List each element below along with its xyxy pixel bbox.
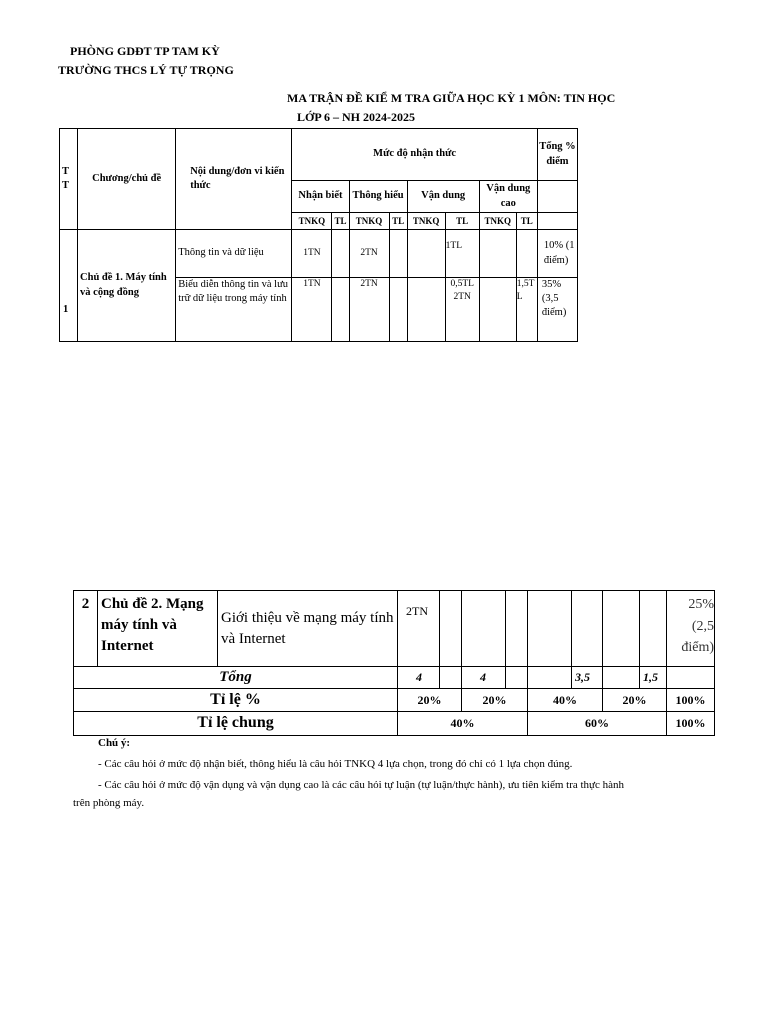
sub-total-empty bbox=[537, 213, 577, 230]
total-points: (2,5 điểm) bbox=[681, 618, 714, 656]
row-chapter: Chủ đề 2. Mạng máy tính và Internet bbox=[98, 591, 218, 667]
header-nhan-biet: Nhận biết bbox=[292, 181, 349, 213]
sub-tl: TL bbox=[445, 213, 479, 230]
school-name: TRƯỜNG THCS LÝ TỰ TRỌNG bbox=[58, 63, 234, 77]
cell-empty bbox=[462, 591, 506, 667]
general-vd-vdc: 60% bbox=[528, 712, 667, 735]
ratio-nb: 20% bbox=[398, 689, 462, 712]
header-content: Nội dung/đơn vi kiến thức bbox=[176, 129, 292, 230]
header-van-dung: Vận dung bbox=[407, 181, 479, 213]
cell-empty bbox=[516, 230, 537, 278]
ratio-label: Tỉ lệ % bbox=[74, 689, 398, 712]
total-vd: 3,5 bbox=[572, 667, 603, 689]
cell-total: 10% (1 điểm) bbox=[537, 230, 577, 278]
cell-nb-tnkq: 2TN bbox=[398, 591, 440, 667]
cell-empty bbox=[440, 667, 462, 689]
cell-empty bbox=[506, 591, 528, 667]
header-level: Mức độ nhận thức bbox=[292, 129, 537, 181]
notes-line-2: - Các câu hỏi ở mức độ vận dụng và vận dụng cao là các câu hỏi tự luận (tự luận/thực hành), ưu tiên kiểm tra thực hành bbox=[98, 779, 625, 791]
header-thong-hieu: Thông hiểu bbox=[349, 181, 407, 213]
header-chapter: Chương/chủ đề bbox=[78, 129, 176, 230]
document-subtitle: LỚP 6 – NH 2024-2025 bbox=[297, 110, 416, 124]
ratio-total: 100% bbox=[667, 689, 715, 712]
cell-total: 35% (3,5 điểm) bbox=[537, 278, 577, 342]
sub-tl: TL bbox=[332, 213, 349, 230]
sub-tl: TL bbox=[516, 213, 537, 230]
cell-empty bbox=[389, 230, 407, 278]
matrix-table-part2 bbox=[73, 590, 715, 736]
row-tt: 2 bbox=[74, 591, 98, 667]
sub-tnkq: TNKQ bbox=[349, 213, 389, 230]
sub-tnkq: TNKQ bbox=[407, 213, 445, 230]
total-vdc: 1,5 bbox=[640, 667, 667, 689]
cell-empty bbox=[479, 278, 516, 342]
cell-th-tnkq: 2TN bbox=[349, 230, 389, 278]
sub-tnkq: TNKQ bbox=[292, 213, 332, 230]
cell-empty bbox=[407, 278, 445, 342]
header-total-empty bbox=[537, 181, 577, 213]
row-content: Biểu diễn thông tin và lưu trữ dữ liệu trong máy tính bbox=[176, 278, 292, 342]
header-tt: T T bbox=[60, 129, 78, 230]
cell-vd-tl: 0,5TL 2TN bbox=[445, 278, 479, 342]
header-van-dung-cao: Vận dung cao bbox=[479, 181, 537, 213]
cell-th-tnkq: 2TN bbox=[349, 278, 389, 342]
cell-empty bbox=[667, 667, 715, 689]
row-content: Thông tin và dữ liệu bbox=[176, 230, 292, 278]
cell-empty bbox=[440, 591, 462, 667]
cell-vd-tl: 1TL bbox=[445, 230, 479, 278]
cell-empty bbox=[572, 591, 603, 667]
cell-empty bbox=[479, 230, 516, 278]
office-name: PHÒNG GDĐT TP TAM KỲ bbox=[70, 44, 220, 58]
total-label: Tổng bbox=[74, 667, 398, 689]
general-nb-th: 40% bbox=[398, 712, 528, 735]
row-chapter: Chủ đề 1. Máy tính và cộng đồng bbox=[78, 230, 176, 342]
cell-empty bbox=[332, 278, 349, 342]
cell-nb-tnkq: 1TN bbox=[292, 230, 332, 278]
general-total: 100% bbox=[667, 712, 715, 735]
cell-empty bbox=[407, 230, 445, 278]
ratio-vdc: 20% bbox=[603, 689, 667, 712]
cell-nb-tnkq: 1TN bbox=[292, 278, 332, 342]
notes-line-3: trên phòng máy. bbox=[73, 797, 145, 809]
cell-empty bbox=[332, 230, 349, 278]
total-nb: 4 bbox=[398, 667, 440, 689]
cell-empty bbox=[506, 667, 528, 689]
cell-empty bbox=[603, 591, 640, 667]
notes-heading: Chú ý: bbox=[98, 737, 131, 749]
cell-empty bbox=[389, 278, 407, 342]
row-tt: 1 bbox=[60, 230, 78, 342]
document-title: MA TRẬN ĐỀ KIỂ M TRA GIỮA HỌC KỲ 1 MÔN: TIN HỌC bbox=[287, 91, 616, 105]
cell-empty bbox=[528, 591, 572, 667]
matrix-table-part1 bbox=[59, 128, 578, 342]
ratio-th: 20% bbox=[462, 689, 528, 712]
cell-empty bbox=[640, 591, 667, 667]
total-th: 4 bbox=[462, 667, 506, 689]
cell-vdc-tl: 1,5T L bbox=[516, 278, 537, 342]
sub-tnkq: TNKQ bbox=[479, 213, 516, 230]
total-percent: 25% bbox=[688, 597, 714, 612]
notes-line-1: - Các câu hỏi ở mức độ nhận biết, thông hiểu là câu hỏi TNKQ 4 lựa chọn, trong đó chỉ có 1 lựa chọn đúng. bbox=[98, 758, 573, 770]
sub-tl: TL bbox=[389, 213, 407, 230]
cell-empty bbox=[528, 667, 572, 689]
row-content: Giới thiệu về mạng máy tính và Internet bbox=[218, 591, 398, 667]
cell-empty bbox=[603, 667, 640, 689]
header-total: Tổng % điểm bbox=[537, 129, 577, 181]
cell-total bbox=[667, 591, 715, 667]
general-label: Tỉ lệ chung bbox=[74, 712, 398, 735]
ratio-vd: 40% bbox=[528, 689, 603, 712]
